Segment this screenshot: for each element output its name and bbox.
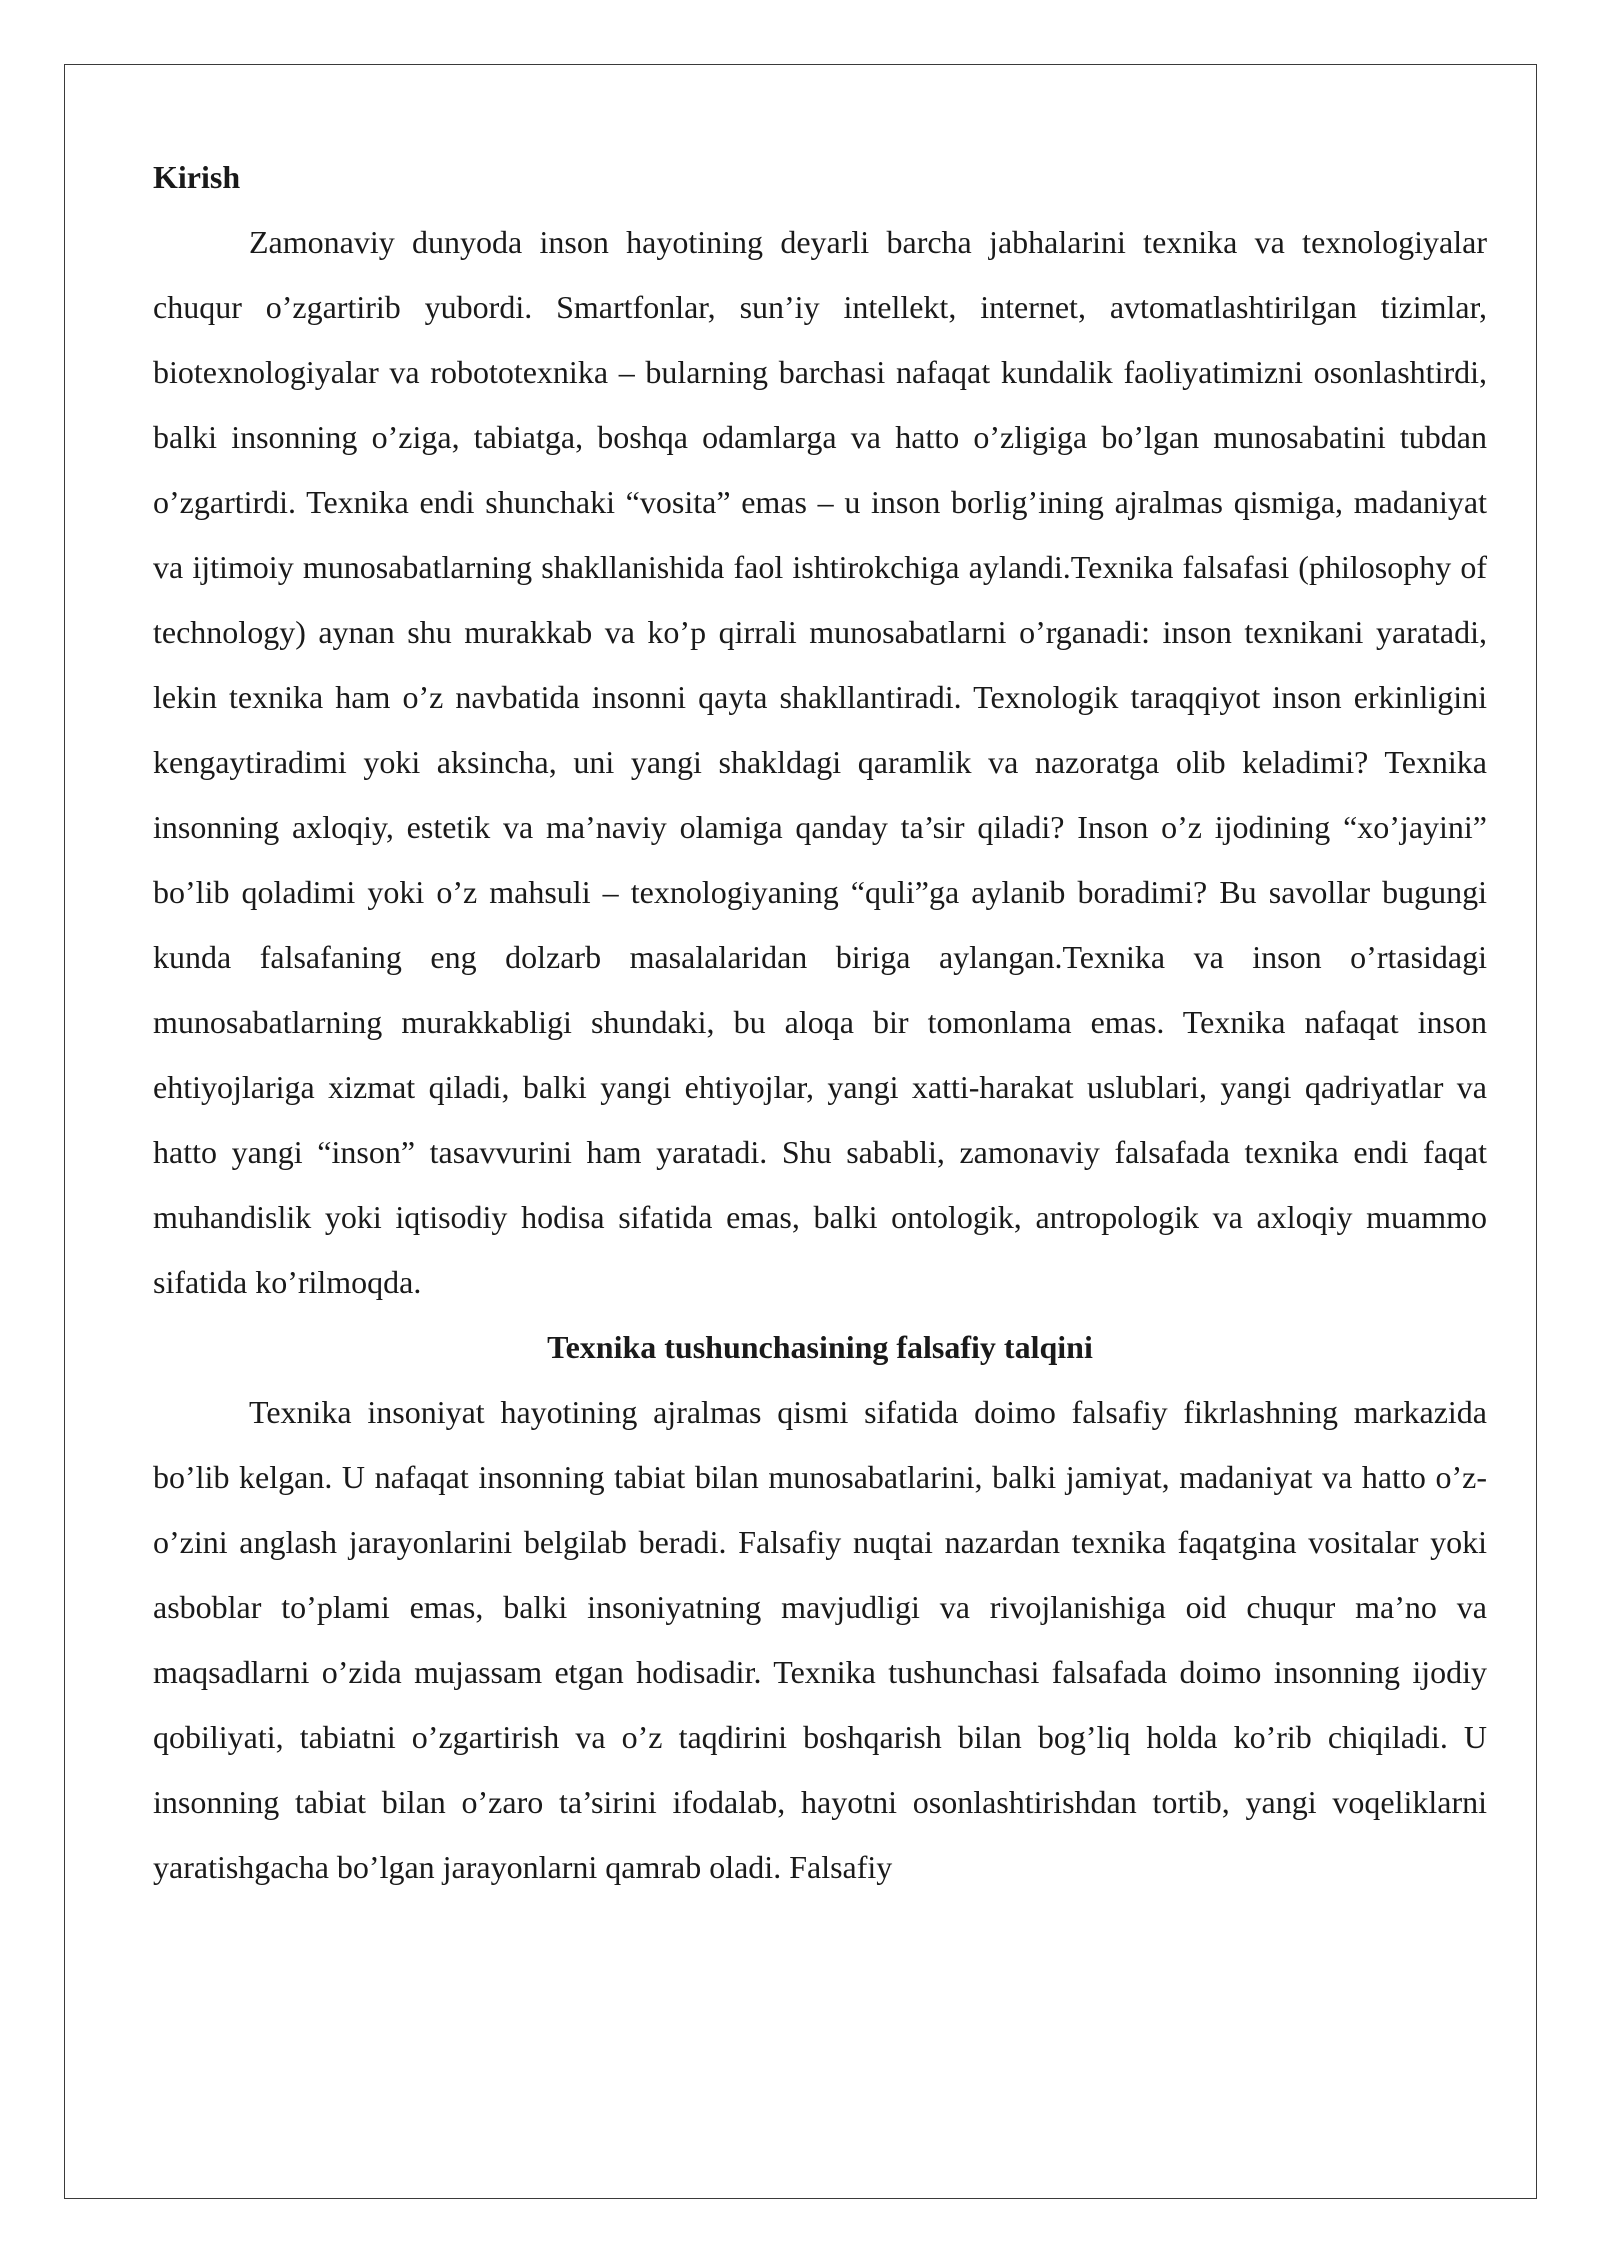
intro-heading: Kirish	[153, 159, 241, 195]
document-body	[153, 145, 1487, 1900]
section-heading: Texnika tushunchasining falsafiy talqini	[547, 1329, 1093, 1365]
section-paragraph: Texnika insoniyat hayotining ajralmas qismi sifatida doimo falsafiy fikrlashning markazida bo’lib kelgan. U nafaqat insonning tabiat bilan munosabatlarini, balki jamiyat, madaniyat va hatto o’z-o’zini anglash jarayonlarini belgilab beradi. Falsafiy nuqtai nazardan texnika faqatgina vositalar yoki asboblar to’plami emas, balki insoniyatning mavjudligi va rivojlanishiga oid chuqur ma’no va maqsadlarni o’zida mujassam etgan hodisadir. Texnika tushunchasi falsafada doimo insonning ijodiy qobiliyati, tabiatni o’zgartirish va o’z taqdirini boshqarish bilan bog’liq holda ko’rib chiqiladi. U insonning tabiat bilan o’zaro ta’sirini ifodalab, hayotni osonlashtirishdan tortib, yangi voqeliklarni yaratishgacha bo’lgan jarayonlarni qamrab oladi. Falsafiy	[153, 1394, 1487, 1885]
intro-paragraph: Zamonaviy dunyoda inson hayotining deyarli barcha jabhalarini texnika va texnologiyalar chuqur o’zgartirib yubordi. Smartfonlar, sun’iy intellekt, internet, avtomatlashtirilgan tizimlar, biotexnologiyalar va robototexnika – bularning barchasi nafaqat kundalik faoliyatimizni osonlashtirdi, balki insonning o’ziga, tabiatga, boshqa odamlarga va hatto o’zligiga bo’lgan munosabatini tubdan o’zgartirdi. Texnika endi shunchaki “vosita” emas – u inson borlig’ining ajralmas qismiga, madaniyat va ijtimoiy munosabatlarning shakllanishida faol ishtirokchiga aylandi.Texnika falsafasi (philosophy of technology) aynan shu murakkab va ko’p qirrali munosabatlarni o’rganadi: inson texnikani yaratadi, lekin texnika ham o’z navbatida insonni qayta shakllantiradi. Texnologik taraqqiyot inson erkinligini kengaytiradimi yoki aksincha, uni yangi shakldagi qaramlik va nazoratga olib keladimi? Texnika insonning axloqiy, estetik va ma’naviy olamiga qanday ta’sir qiladi? Inson o’z ijodining “xo’jayini” bo’lib qoladimi yoki o’z mahsuli – texnologiyaning “quli”ga aylanib boradimi? Bu savollar bugungi kunda falsafaning eng dolzarb masalalaridan biriga aylangan.Texnika va inson o’rtasidagi munosabatlarning murakkabligi shundaki, bu aloqa bir tomonlama emas. Texnika nafaqat inson ehtiyojlariga xizmat qiladi, balki yangi ehtiyojlar, yangi xatti-harakat uslublari, yangi qadriyatlar va hatto yangi “inson” tasavvurini ham yaratadi. Shu sababli, zamonaviy falsafada texnika endi faqat muhandislik yoki iqtisodiy hodisa sifatida emas, balki ontologik, antropologik va axloqiy muammo sifatida ko’rilmoqda.	[153, 224, 1487, 1300]
